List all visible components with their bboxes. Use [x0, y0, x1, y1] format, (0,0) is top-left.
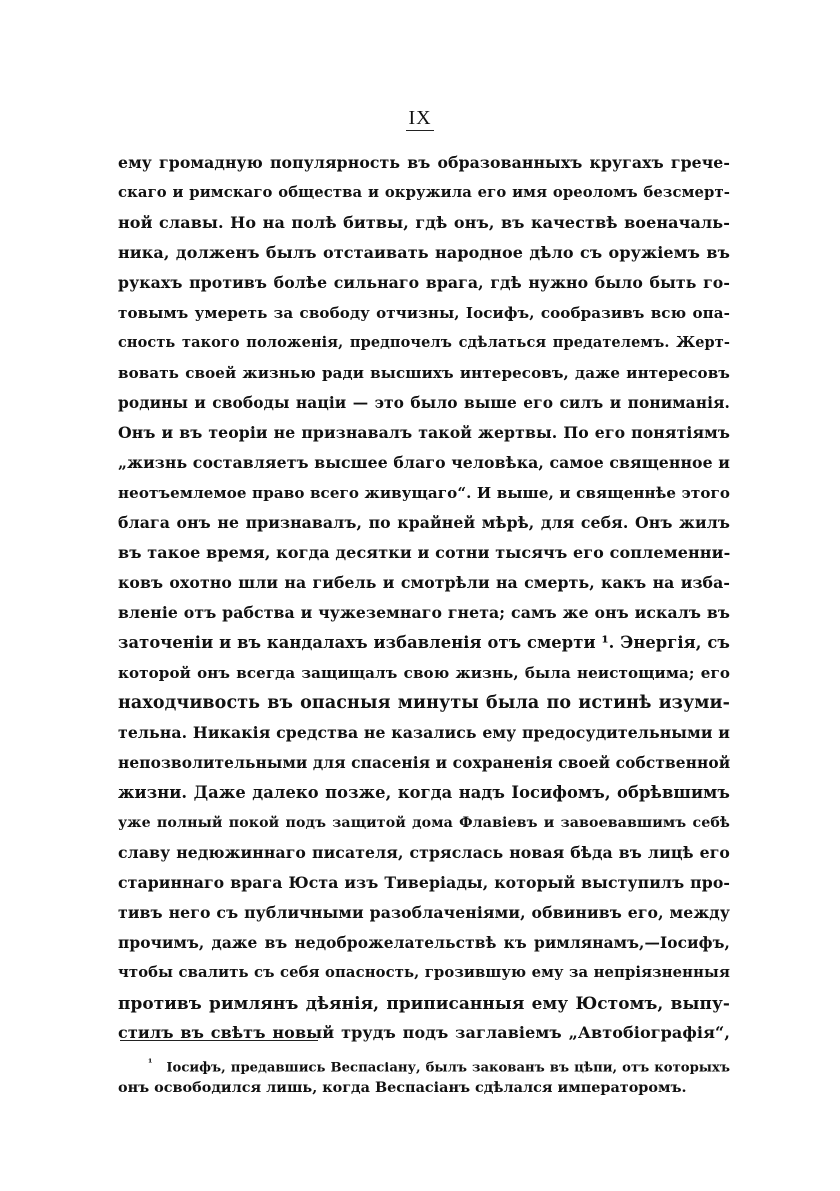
text-line-10: Онъ и въ теоріи не признавалъ такой жертвы. По его понятіямъ: [118, 423, 730, 442]
text-line-7: сность такого положенія, предпочелъ сдѣлаться предателемъ. Жерт-: [118, 334, 730, 351]
footnote-line-1: [118, 1052, 730, 1076]
text-line-4: ника, долженъ былъ отстаивать народное дѣло съ оружіемъ въ: [118, 243, 730, 262]
text-line-24: славу недюжиннаго писателя, стряслась новая бѣда въ лицѣ его: [118, 843, 730, 862]
text-line-20: тельна. Никакія средства не казались ему предосудительными и: [118, 723, 730, 742]
text-line-21: непозволительными для спасенія и сохраненія своей собственной: [118, 754, 731, 772]
text-line-6: товымъ умереть за свободу отчизны, Іосифъ, сообразивъ всю опа-: [118, 304, 730, 322]
text-line-16: вленіе отъ рабства и чужеземнаго гнета; самъ же онъ искалъ въ: [118, 603, 730, 622]
text-line-14: въ такое время, когда десятки и сотни тысячъ его соплеменни-: [118, 543, 731, 562]
text-line-12: неотъемлемое право всего живущаго“. И выше, и священнѣе этого: [118, 484, 730, 502]
text-line-3: ной славы. Но на полѣ битвы, гдѣ онъ, въ качествѣ военачаль-: [118, 213, 730, 232]
text-line-15: ковъ охотно шли на гибель и смотрѣли на смерть, какъ на изба-: [118, 573, 730, 592]
text-line-18: которой онъ всегда защищалъ свою жизнь, была неистощима; его: [118, 664, 730, 682]
text-line-2: скаго и римскаго общества и окружила его имя ореоломъ безсмерт-: [118, 184, 730, 201]
text-line-25: стариннаго врага Юста изъ Тиверіады, который выступилъ про-: [118, 873, 730, 892]
text-line-11: „жизнь составляетъ высшее благо человѣка, самое священное и: [118, 453, 730, 472]
footnote: [118, 1052, 730, 1100]
footnote-text-1: Іосифъ, предавшись Веспасіану, былъ закованъ въ цѣпи, отъ которыхъ: [166, 1060, 730, 1076]
text-line-28: чтобы свалить съ себя опасность, грозившую ему за непріязненныя: [118, 964, 730, 981]
text-line-19: находчивость въ опасныя минуты была по истинѣ изуми-: [118, 693, 730, 713]
text-line-29: противъ римлянъ дѣянія, приписанныя ему Юстомъ, выпу-: [118, 993, 730, 1013]
text-line-9: родины и свободы націи — это было выше его силъ и пониманія.: [118, 394, 730, 412]
text-line-8: вовать своей жизнью ради высшихъ интересовъ, даже интересовъ: [118, 364, 730, 382]
text-line-22: жизни. Даже далеко позже, когда надъ Іосифомъ, обрѣвшимъ: [118, 783, 730, 802]
footnote-marker: ¹: [148, 1058, 153, 1069]
text-line-13: блага онъ не признавалъ, по крайней мѣрѣ, для себя. Онъ жилъ: [118, 513, 730, 532]
body-text: [118, 148, 730, 1048]
text-line-17: заточеніи и въ кандалахъ избавленія отъ смерти ¹. Энергія, съ: [118, 633, 730, 652]
text-line-26: тивъ него съ публичными разоблаченіями, обвинивъ его, между: [118, 903, 730, 922]
text-line-5: рукахъ противъ болѣе сильнаго врага, гдѣ нужно было быть го-: [118, 273, 730, 292]
text-line-30: стилъ въ свѣтъ новый трудъ подъ заглавіемъ „Автобіографія“,: [118, 1023, 730, 1042]
text-line-23: уже полный покой подъ защитой дома Флавіевъ и завоевавшимъ себѣ: [118, 815, 730, 831]
footnote-divider: [120, 1040, 318, 1041]
footnote-line-2: онъ освободился лишь, когда Веспасіанъ сдѣлался императоромъ.: [118, 1079, 687, 1096]
page-header: [0, 108, 840, 131]
text-line-1: ему громадную популярность въ образованныхъ кругахъ грече-: [118, 153, 730, 172]
page-number: IX: [408, 107, 432, 129]
text-line-27: прочимъ, даже въ недоброжелательствѣ къ римлянамъ,—Іосифъ,: [118, 934, 730, 952]
